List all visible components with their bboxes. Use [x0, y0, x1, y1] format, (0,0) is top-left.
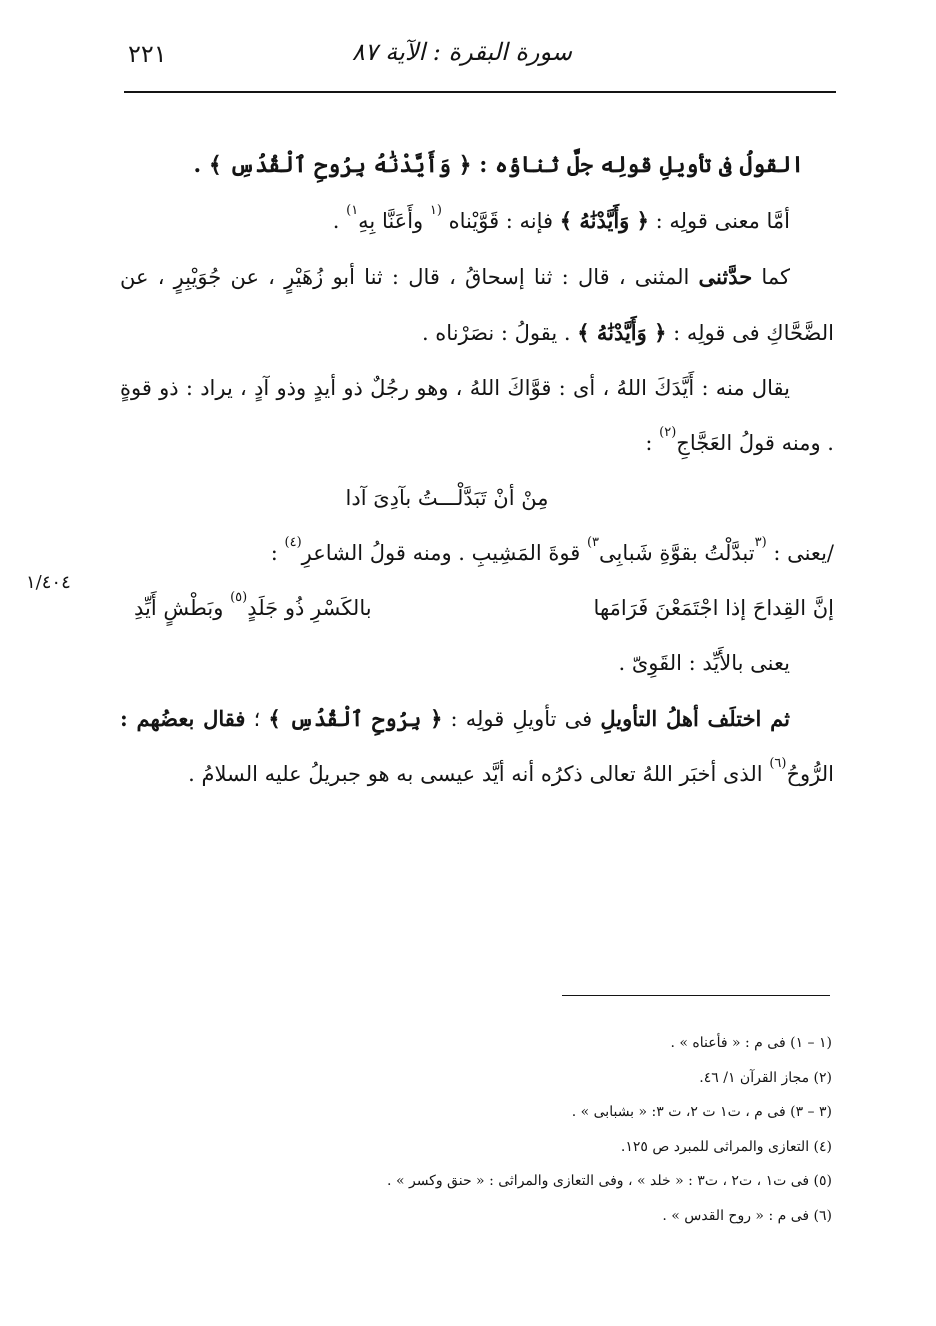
- paragraph-explanation: [120, 526, 834, 581]
- paragraph-text: تبدَّلْتُ بقوَّةِ شَبابِى: [599, 541, 755, 565]
- footnote-marker: (٥): [230, 590, 248, 605]
- running-header: [120, 38, 836, 88]
- footnote-marker: (١: [429, 203, 442, 218]
- paragraph-gloss: [120, 636, 834, 691]
- paragraph-lexical: [120, 361, 834, 471]
- hemistich-first: إنَّ القِداحَ إذا اجْتَمَعْنَ فَرَامَها: [593, 596, 834, 620]
- page-number: ٢٢١: [128, 40, 167, 68]
- header-rule: [124, 91, 836, 93]
- footnote-marker: (٢): [659, 425, 677, 440]
- footnote-rule: [562, 995, 830, 996]
- bold-term: ثم اختلَف أهلُ التأويلِ: [600, 706, 790, 731]
- hemistich-text: وبَطْشٍ أَيِّدِ: [134, 596, 224, 620]
- paragraph-text: المثنى ، قال : ثنا إسحاقُ ، قال : ثنا أبو زُهَيْرٍ ، عن جُوَيْبِرٍ ، عن الضَّحَّاكِ فى قولِه :: [120, 265, 834, 345]
- heading-end: .: [193, 152, 202, 178]
- paragraph-text: أمَّا معنى قولِه :: [655, 209, 790, 233]
- bold-term: فقال بعضُهم :: [120, 706, 246, 731]
- paragraph-text: يعنى بالأَيِّد : القَوِىّ .: [618, 651, 790, 675]
- section-heading: [120, 138, 834, 193]
- paragraph-meaning: [120, 193, 834, 249]
- poetry-couplet: [120, 581, 834, 636]
- paragraph-dispute: [120, 691, 834, 802]
- footnote-marker: ٣): [586, 535, 600, 550]
- footnote: (١ – ١) فى م : « فأعناه » .: [670, 1035, 832, 1051]
- paragraph-text: قوةَ المَشِيبِ . ومنه قولُ الشاعرِ: [301, 541, 581, 565]
- footnote: (٦) فى م : « روح القدس » .: [662, 1207, 832, 1224]
- poetry-verse: مِنْ أنْ تَبَدَّلْـــتُ بآدِىَ آدا: [345, 486, 549, 510]
- paragraph-text: الرُّوحُ: [786, 762, 834, 786]
- paragraph-text: /يعنى :: [773, 541, 834, 565]
- paragraph-text: وأَعَنَّا بِهِ: [358, 209, 424, 233]
- paragraph-text: كما: [761, 265, 790, 289]
- paragraph-text: الذى أخبَر اللهُ تعالى ذكرُه أنه أيَّد عيسى به هو جبريلُ عليه السلامُ .: [188, 762, 763, 786]
- footnote-marker: (٣: [754, 535, 767, 550]
- heading-text: القولُ فى تأويلِ قولِه جلَّ ثناؤه :: [479, 152, 804, 178]
- running-title: سورة البقرة : الآية ٨٧: [351, 38, 572, 66]
- footnote-marker: (٤): [284, 535, 302, 550]
- quran-quote: ﴿ وَأَيَّدْنَٰهُ ﴾: [577, 320, 667, 345]
- quran-quote: ﴿ وَأَيَّدْنَٰهُ بِرُوحِ ٱلْقُدُسِ ﴾: [208, 152, 472, 178]
- paragraph-text: :: [270, 541, 278, 565]
- paragraph-text: :: [645, 431, 653, 455]
- hemistich-second: [134, 581, 372, 636]
- quran-quote: ﴿ وَأَيَّدْنَٰهُ ﴾: [559, 208, 649, 233]
- paragraph-text: ؛: [253, 707, 261, 731]
- paragraph-isnad: [120, 249, 834, 361]
- main-text: [120, 138, 834, 802]
- paragraph-text: فى تأويلِ قولِه :: [450, 707, 593, 731]
- bold-term: حدَّثنى: [698, 264, 753, 289]
- footnotes: [120, 1026, 832, 1233]
- paragraph-text: . يقولُ : نصَرْناه .: [421, 321, 571, 345]
- footnote-marker: (٦): [769, 756, 787, 771]
- paragraph-text: .: [332, 209, 340, 233]
- footnote: (٤) التعازى والمراثى للمبرد ص ١٢٥.: [620, 1138, 832, 1155]
- footnote: (٢) مجاز القرآن ١/ ٤٦.: [699, 1069, 832, 1086]
- footnote: (٥) فى ت١ ، ت٢ ، ت٣ : « خلد » ، وفى التعازى والمراثى : « حنق وكسر » .: [387, 1173, 832, 1189]
- paragraph-text: فإنه : قَوَّيْناه: [448, 209, 554, 233]
- quran-quote: ﴿ بِرُوحِ ٱلْقُدُسِ ﴾: [268, 706, 443, 731]
- margin-volume-reference: ١/٤٠٤: [26, 572, 71, 593]
- hemistich-text: بالكَسْرِ ذُو جَلَدٍ: [247, 596, 372, 620]
- footnote: (٣ – ٣) فى م ، ت١ ت ٢، ت ٣: « بشبابى » .: [571, 1104, 832, 1120]
- footnote-marker: ١): [346, 203, 359, 218]
- paragraph-text: يقال منه : أَيَّدَكَ اللهُ ، أى : قوَّاكَ اللهُ ، وهو رجُلٌ ذو أيدٍ وذو آدٍ ، يراد : ذو قوةٍ . ومنه قولُ العَجَّاجِ: [120, 376, 834, 455]
